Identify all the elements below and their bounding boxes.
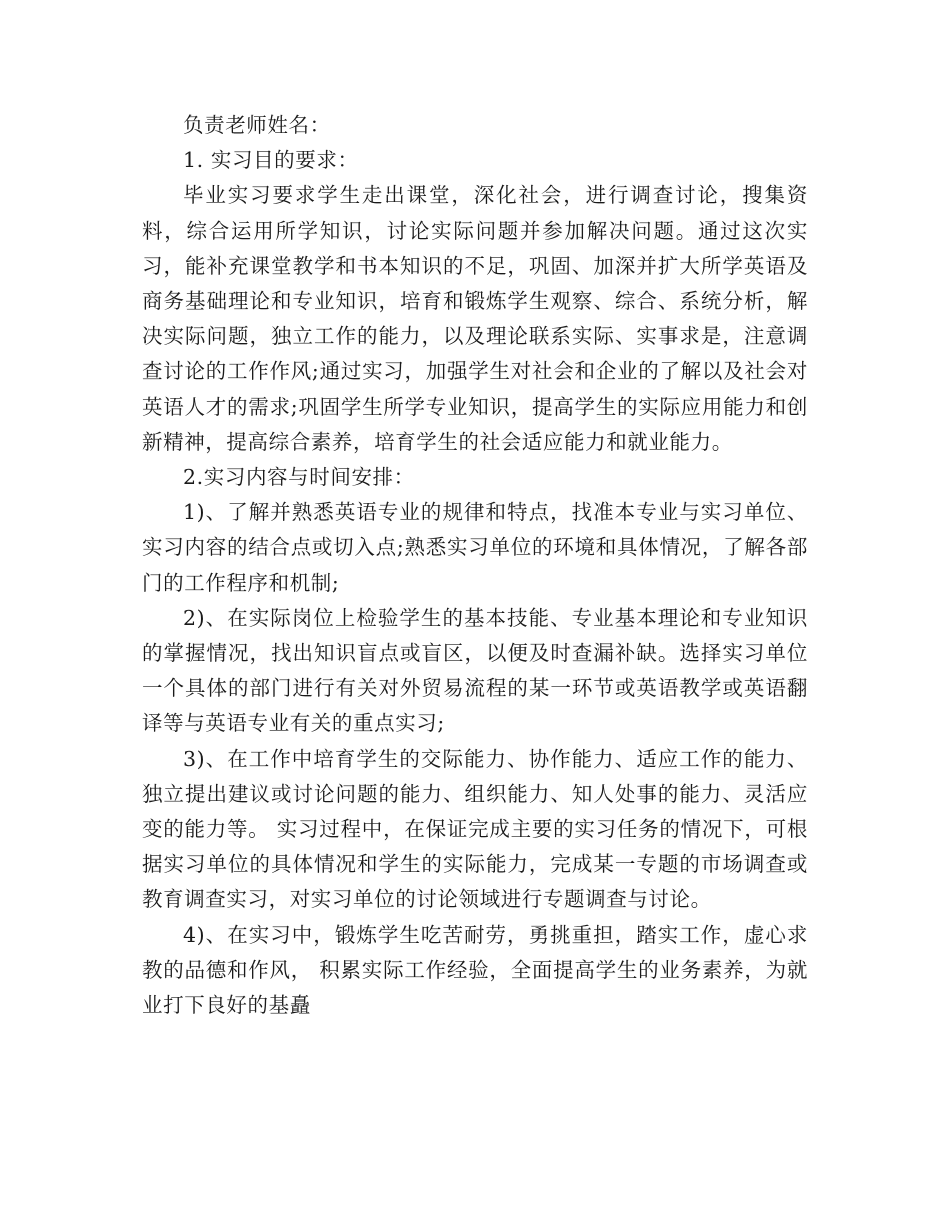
document-body: [142, 108, 808, 1023]
purpose-paragraph: 毕业实习要求学生走出课堂，深化社会，进行调查讨论，搜集资料，综合运用所学知识，讨论实际问题并参加解决问题。通过这次实习，能补充课堂教学和书本知识的不足，巩固、加深并扩大所学英语及商务基础理论和专业知识，培育和锻炼学生观察、综合、系统分析，解决实际问题，独立工作的能力，以及理论联系实际、实事求是，注意调查讨论的工作作风;通过实习，加强学生对社会和企业的了解以及社会对英语人才的需求;巩固学生所学专业知识，提高学生的实际应用能力和创新精神，提高综合素养，培育学生的社会适应能力和就业能力。: [142, 183, 808, 454]
section-heading-content: 2.实习内容与时间安排：: [183, 465, 415, 490]
section-heading-purpose: 1. 实习目的要求：: [183, 148, 359, 173]
content-item-3: 3)、在工作中培育学生的交际能力、协作能力、适应工作的能力、独立提出建议或讨论问题的能力、组织能力、知人处事的能力、灵活应变的能力等。 实习过程中，在保证完成主要的实习任务的情况下，可根据实习单位的具体情况和学生的实际能力，完成某一专题的市场调查或教育调查实习，对实习单位的讨论领域进行专题调查与讨论。: [142, 746, 808, 912]
content-item-1: 1)、了解并熟悉英语专业的规律和特点，找准本专业与实习单位、实习内容的结合点或切入点;熟悉实习单位的环境和具体情况，了解各部门的工作程序和机制;: [142, 500, 808, 595]
teacher-name-line: 负责老师姓名：: [183, 113, 331, 137]
content-item-4: 4)、在实习中，锻炼学生吃苦耐劳，勇挑重担，踏实工作，虚心求教的品德和作风， 积累实际工作经验，全面提高学生的业务素养，为就业打下良好的基矗: [142, 922, 808, 1018]
content-item-2: 2)、在实际岗位上检验学生的基本技能、专业基本理论和专业知识的掌握情况，找出知识盲点或盲区，以便及时查漏补缺。选择实习单位一个具体的部门进行有关对外贸易流程的某一环节或英语教学或英语翻译等与英语专业有关的重点实习;: [142, 605, 808, 736]
